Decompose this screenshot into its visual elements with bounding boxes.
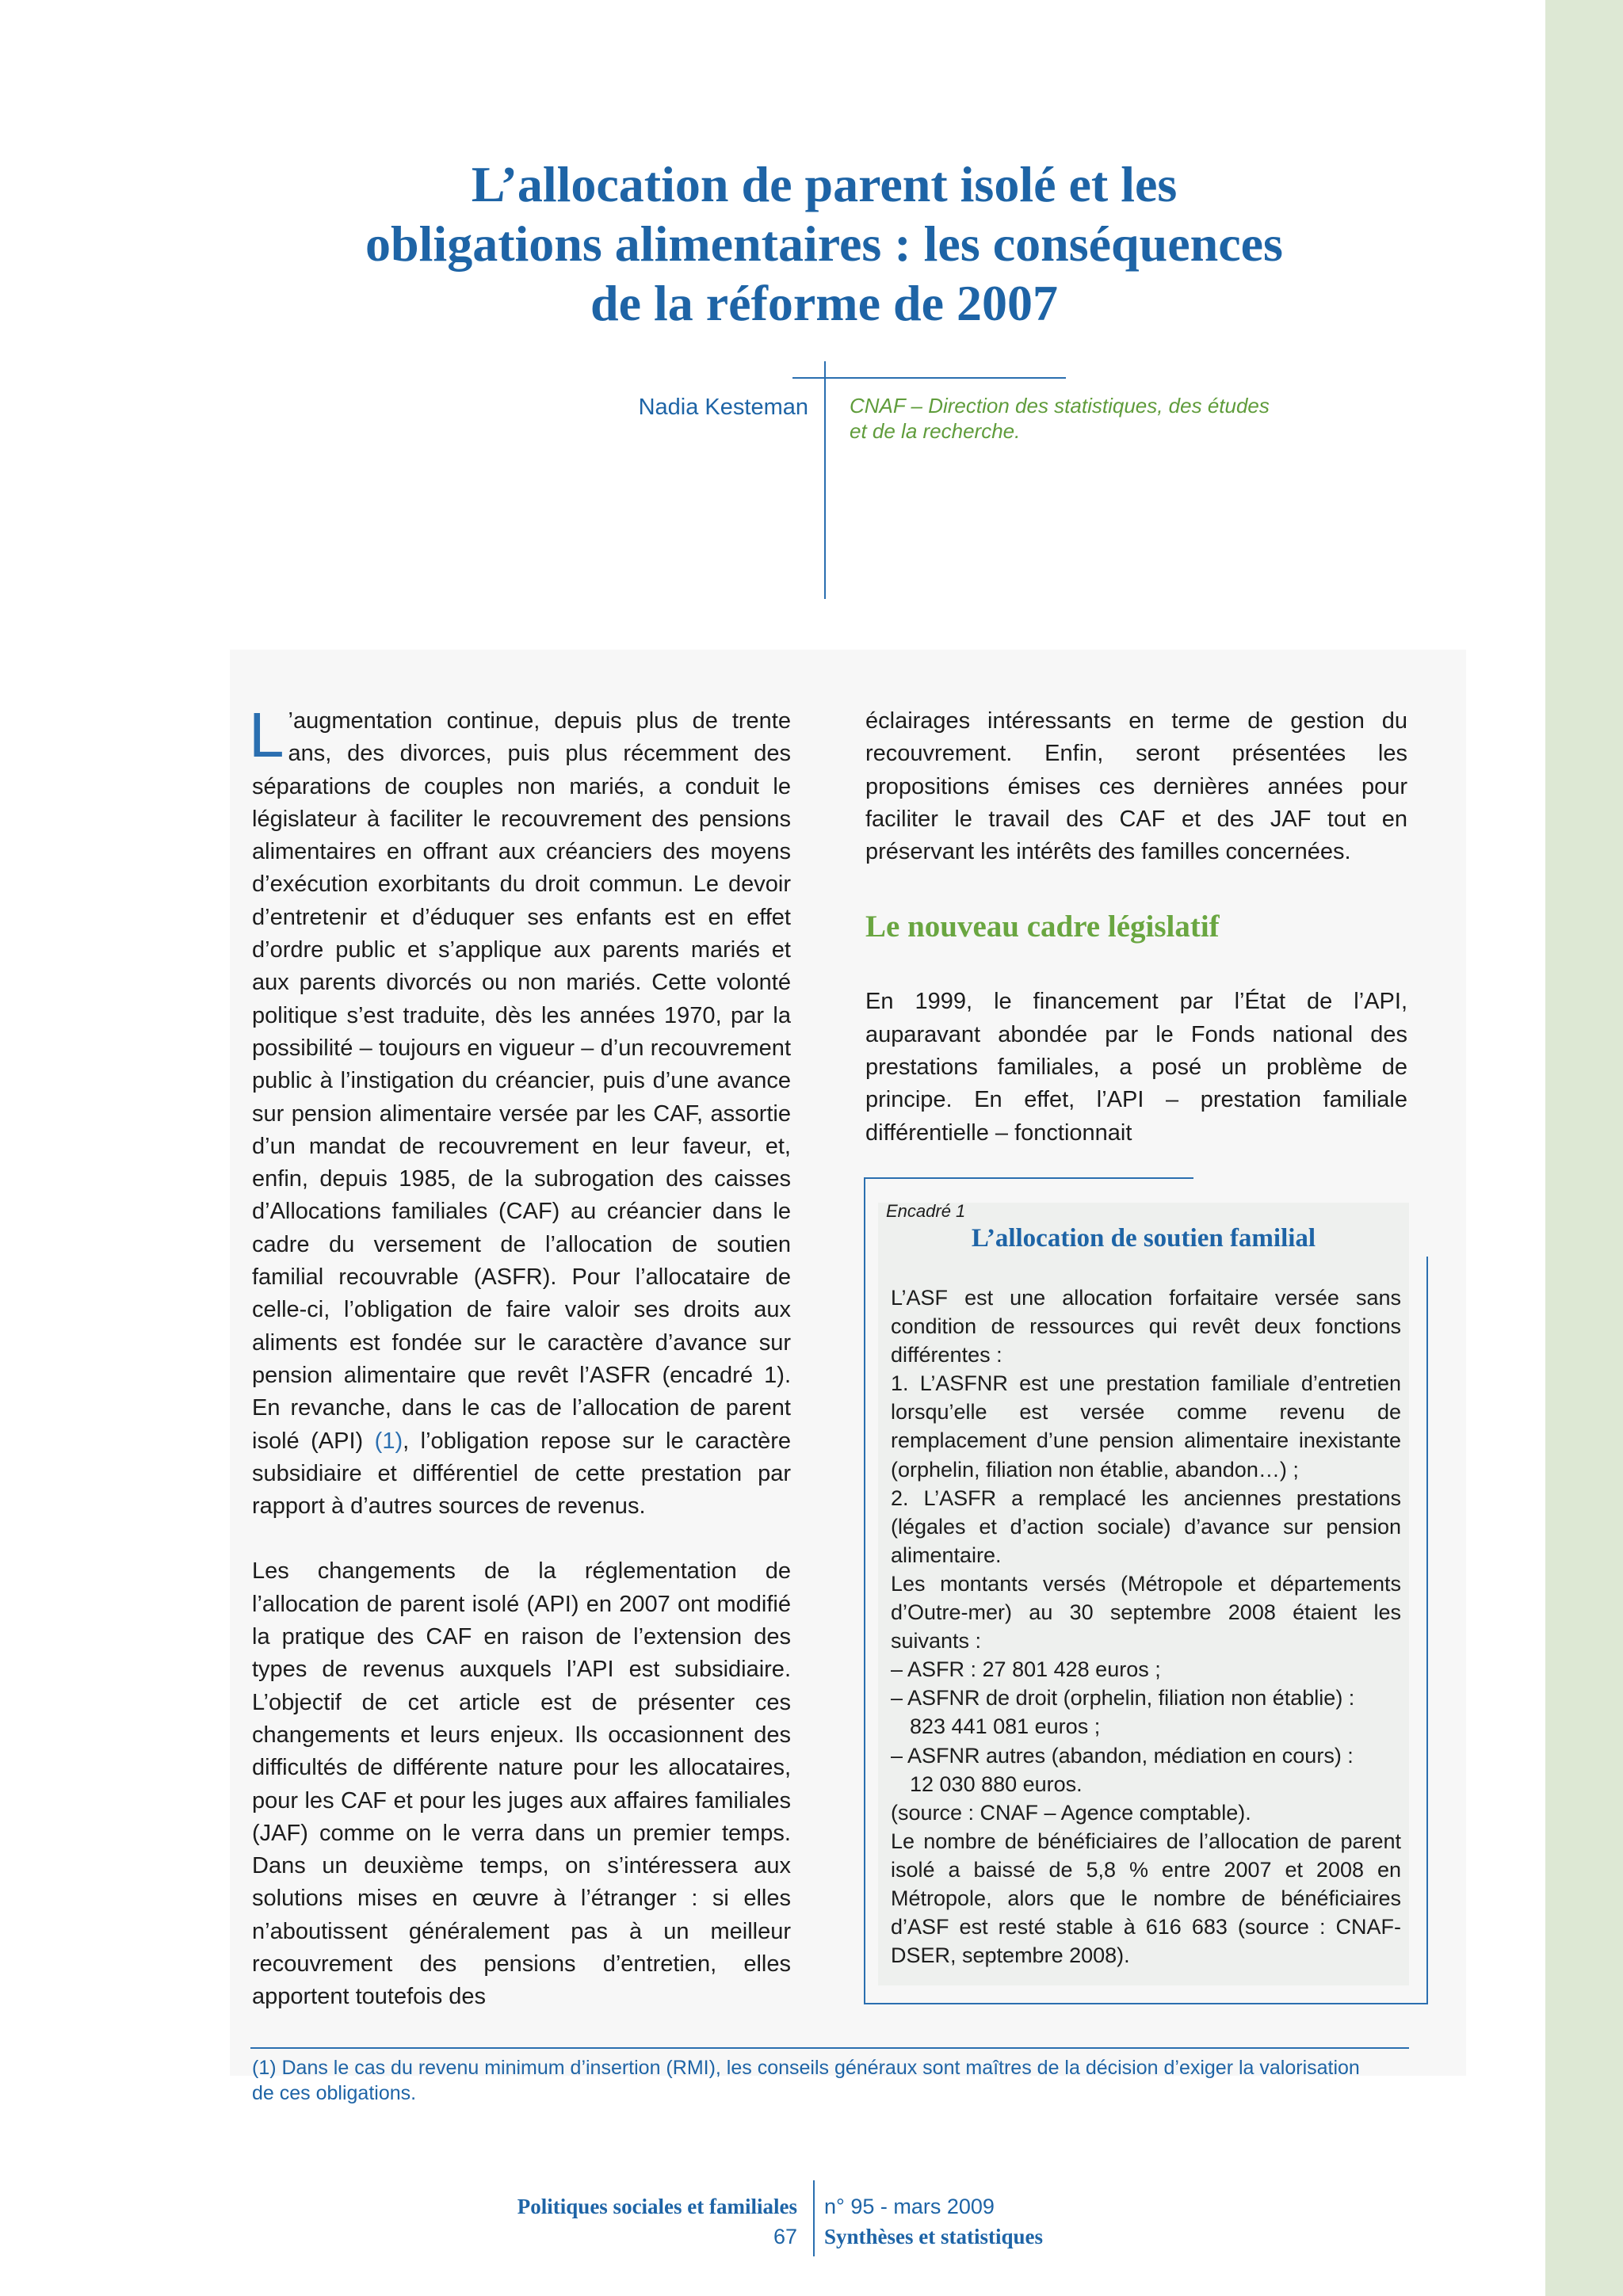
- body-paragraph: En 1999, le financement par l’État de l’API, auparavant abondée par le Fonds national des prestations familiales, a posé un problème de principe. En effet, l’API – prestation familiale différentielle – fonctionnait: [865, 989, 1407, 1146]
- affiliation-line: CNAF – Direction des statistiques, des études: [850, 394, 1270, 418]
- body-column-left: [249, 700, 791, 2014]
- footer-section: Synthèses et statistiques: [824, 2225, 1044, 2248]
- box-border-top: [864, 1177, 1193, 1179]
- box-border-left: [864, 1177, 865, 2004]
- author-rule-vertical: [824, 361, 826, 599]
- intro-text-end: , l’obligation repose sur le caractère subsidiaire et différentiel de cette prestation par rapport à d’autres sources de revenus.: [252, 1428, 791, 1520]
- info-box-body: [891, 1283, 1401, 1970]
- box-line: Les montants versés (Métropole et départements d’Outre-mer) au 30 septembre 2008 étaient les suivants :: [891, 1571, 1401, 1653]
- info-box-title: L’allocation de soutien familial: [971, 1224, 1316, 1253]
- section-heading: Le nouveau cadre législatif: [865, 910, 1220, 944]
- footer-divider: [813, 2180, 815, 2256]
- author-affiliation: [850, 393, 1293, 444]
- title-line: de la réforme de 2007: [590, 275, 1059, 331]
- box-line: 2. L’ASFR a remplacé les anciennes prestations (légales et d’action sociale) d’avance sur pension alimentaire.: [891, 1486, 1401, 1567]
- affiliation-line: et de la recherche.: [850, 419, 1021, 443]
- box-line: – ASFNR autres (abandon, médiation en cours) :: [891, 1743, 1354, 1768]
- intro-paragraph: [249, 700, 791, 1523]
- footnote-rule: [250, 2047, 1409, 2049]
- title-line: obligations alimentaires : les conséquences: [365, 215, 1283, 272]
- info-box-tag: Encadré 1: [886, 1201, 966, 1221]
- author-name: Nadia Kesteman: [638, 395, 808, 420]
- body-column-right: [865, 705, 1407, 1150]
- box-line: – ASFR : 27 801 428 euros ;: [891, 1657, 1161, 1682]
- box-line: Le nombre de bénéficiaires de l’allocation de parent isolé a baissé de 5,8 % entre 2007 et 2008 en Métropole, alors que le nombre de bénéficiaires d’ASF est resté stable à 616 683 (source : CNAF-DSER, septembre 2008).: [891, 1829, 1401, 1968]
- footer-journal-title: Politiques sociales et familiales: [517, 2195, 797, 2218]
- drop-cap: L: [249, 700, 285, 770]
- box-border-right: [1426, 1257, 1428, 2004]
- box-line: L’ASF est une allocation forfaitaire versée sans condition de ressources qui revêt deux fonctions différentes :: [891, 1286, 1401, 1367]
- decorative-side-band: [1545, 0, 1623, 2296]
- footer-issue: n° 95 - mars 2009: [824, 2195, 995, 2218]
- box-line: – ASFNR de droit (orphelin, filiation non établie) :: [891, 1686, 1355, 1711]
- footnote-reference[interactable]: (1): [374, 1428, 403, 1454]
- box-line: 1. L’ASFNR est une prestation familiale d’entretien lorsqu’elle est versée comme revenu de remplacement d’une pension alimentaire inexistante (orphelin, filiation non établie, abandon…) ;: [891, 1371, 1401, 1482]
- footnote-line: (1) Dans le cas du revenu minimum d’insertion (RMI), les conseils généraux sont maîtres de la décision d’exiger la valorisation: [252, 2057, 1360, 2079]
- title-line: L’allocation de parent isolé et les: [471, 156, 1178, 212]
- footer-page-number: 67: [773, 2225, 797, 2248]
- article-title: [198, 154, 1450, 333]
- body-paragraph: éclairages intéressants en terme de gestion du recouvrement. Enfin, seront présentées les propositions émises ces dernières années pour faciliter le travail des CAF et des JAF tout en préservant les intérêts des familles concernées.: [865, 708, 1407, 865]
- body-paragraph: Les changements de la réglementation de l’allocation de parent isolé (API) en 2007 ont modifié la pratique des CAF en raison de l’extension des types de revenus auxquels l’API est subsidiaire. L’objectif de cet article est de présenter ces changements et leurs enjeux. Ils occasionnent des difficultés de différente nature pour les allocataires, pour les CAF et pour les juges aux affaires familiales (JAF) comme on le verra dans un premier temps. Dans un deuxième temps, on s’intéressera aux solutions mises en œuvre à l’étranger : si elles n’aboutissent généralement pas à un meilleur recouvrement des pensions d’entretien, elles apportent toutefois des: [252, 1558, 791, 2010]
- box-border-bottom: [864, 2003, 1428, 2004]
- footnote-line: de ces obligations.: [252, 2082, 417, 2104]
- intro-text: ’augmentation continue, depuis plus de trente ans, des divorces, puis plus récemment des séparations de couples non mariés, a conduit le législateur à faciliter le recouvrement des pensions alimentaires en offrant aux créanciers des moyens d’exécution exorbitants du droit commun. Le devoir d’entretenir et d’éduquer ses enfants est en effet d’ordre public et s’applique aux parents mariés et aux parents divorcés ou non mariés. Cette volonté politique s’est traduite, dès les années 1970, par la possibilité – toujours en vigueur – d’un recouvrement public à l’instigation du créancier, puis d’une avance sur pension alimentaire versée par les CAF, assortie d’un mandat de recouvrement en leur faveur, et, enfin, depuis 1985, de la subrogation des caisses d’Allocations familiales (CAF) au créancier dans le cadre du versement de l’allocation de soutien familial recouvrable (ASFR). Pour l’allocataire de celle-ci, l’obligation de faire valoir ses droits aux aliments est fondée sur le caractère d’avance sur pension alimentaire que revêt l’ASFR (encadré 1). En revanche, dans le cas de l’allocation de parent isolé (API): [252, 708, 791, 1454]
- box-line: 823 441 081 euros ;: [910, 1714, 1101, 1739]
- author-rule-horizontal: [792, 377, 1066, 379]
- box-line: (source : CNAF – Agence comptable).: [891, 1800, 1251, 1825]
- box-line: 12 030 880 euros.: [910, 1772, 1083, 1796]
- footnote: [252, 2055, 1409, 2106]
